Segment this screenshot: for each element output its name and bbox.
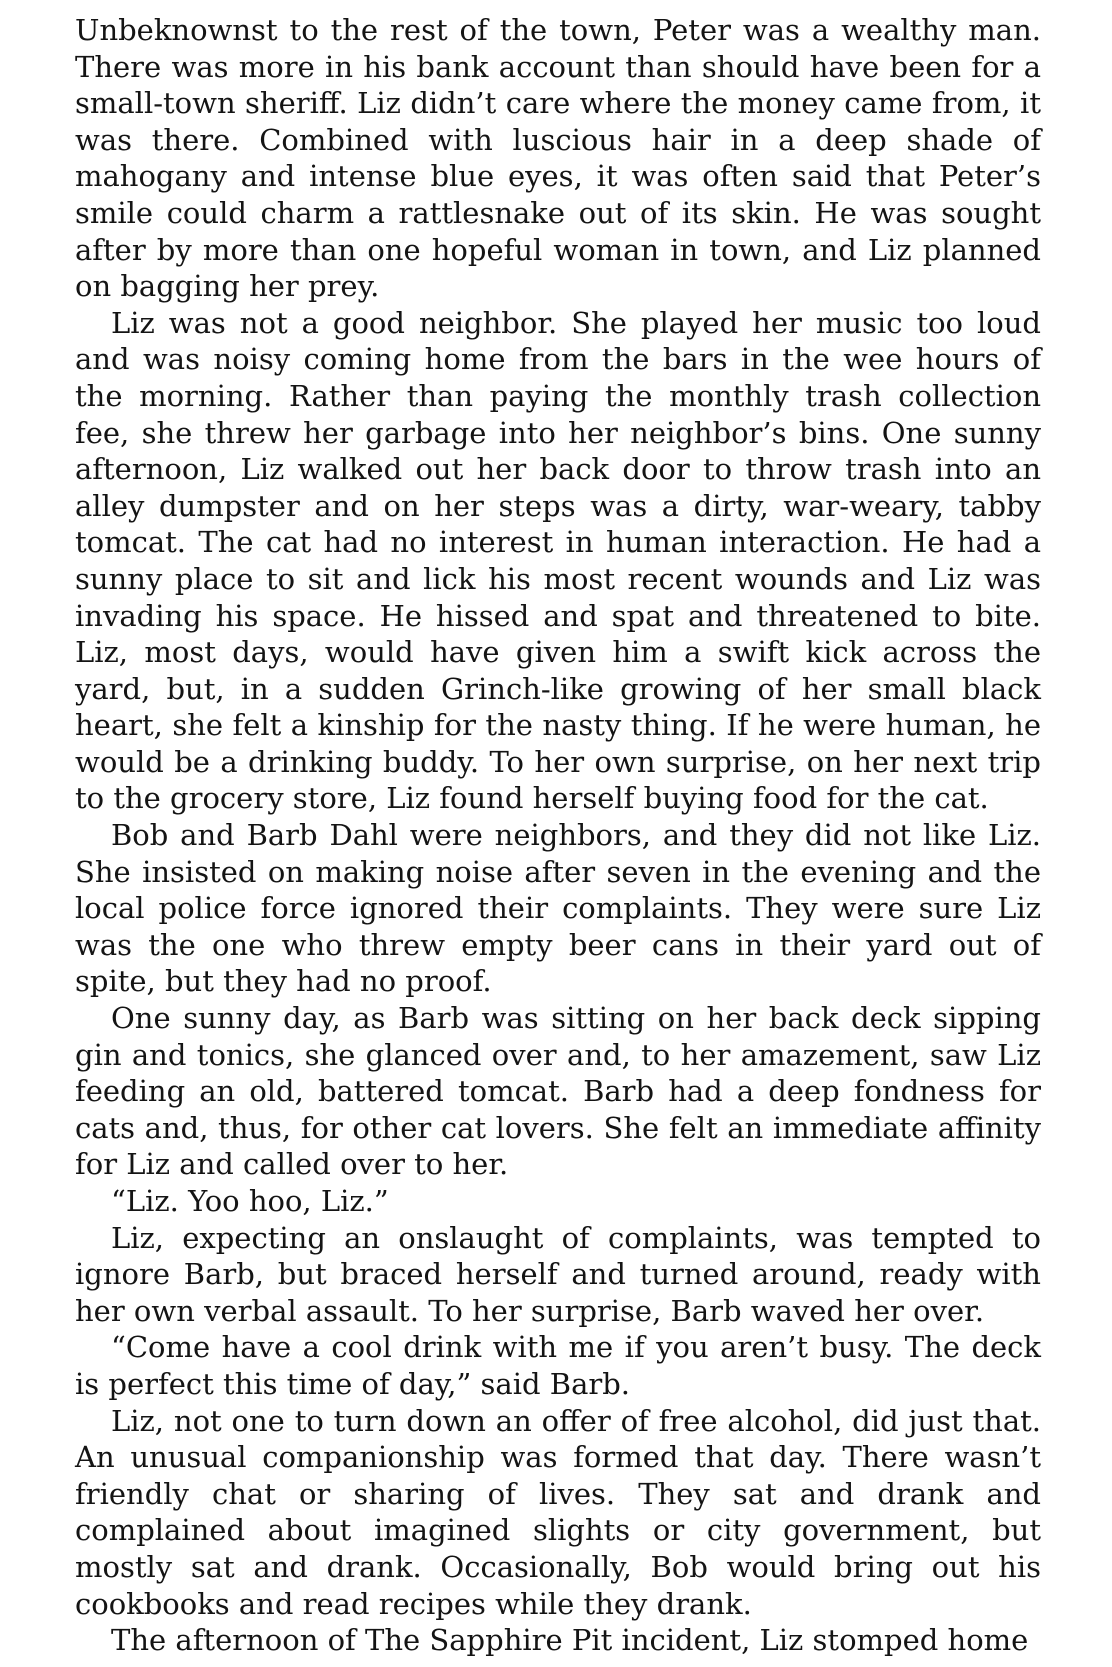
paragraph-liz-braces: Liz, expecting an onslaught of complaints, was tempted to ignore Barb, but braced herself and turned around, ready with her own verbal assault. To her surprise, Barb waved her over. <box>75 1220 1041 1328</box>
paragraph-companionship: Liz, not one to turn down an offer of free alcohol, did just that. An unusual companionship was formed that day. There wasn’t friendly chat or sharing of lives. They sat and drank and complained about imagined slights or city government, but mostly sat and drank. Occasionally, Bob would bring out his cookbooks and read recipes while they drank. <box>75 1403 1041 1621</box>
paragraph-dialogue-yoo-hoo: “Liz. Yoo hoo, Liz.” <box>111 1184 389 1218</box>
paragraph-dahl-neighbors: Bob and Barb Dahl were neighbors, and they did not like Liz. She insisted on making noise after seven in the evening and the local police force ignored their complaints. They were sure Liz was the one who threw empty beer cans in their yard out of spite, but they had no proof. <box>75 818 1041 999</box>
paragraph-sapphire-pit: The afternoon of The Sapphire Pit incident, Liz stomped home <box>111 1623 1029 1658</box>
paragraph-dialogue-cool-drink: “Come have a cool drink with me if you aren’t busy. The deck is perfect this time of day,” said Barb. <box>75 1330 1041 1401</box>
paragraph-peter-wealth: Unbeknownst to the rest of the town, Peter was a wealthy man. There was more in his bank account than should have been for a small-town sheriff. Liz didn’t care where the money came from, it was there. Combined with luscious hair in a deep shade of mahogany and intense blue eyes, it was often said that Peter’s smile could charm a rattlesnake out of its skin. He was sought after by more than one hopeful woman in town, and Liz planned on bagging her prey. <box>75 13 1041 304</box>
paragraph-liz-bad-neighbor: Liz was not a good neighbor. She played her music too loud and was noisy coming home from the bars in the wee hours of the morning. Rather than paying the monthly trash collection fee, she threw her garbage into her neighbor’s bins. One sunny afternoon, Liz walked out her back door to throw trash into an alley dumpster and on her steps was a dirty, war-weary, tabby tomcat. The cat had no interest in human interaction. He had a sunny place to sit and lick his most recent wounds and Liz was invading his space. He hissed and spat and threatened to bite. Liz, most days, would have given him a swift kick across the yard, but, in a sudden Grinch-like growing of her small black heart, she felt a kinship for the nasty thing. If he were human, he would be a drinking buddy. To her own surprise, on her next trip to the grocery store, Liz found herself buying food for the cat. <box>75 305 1041 816</box>
paragraph-barb-deck: One sunny day, as Barb was sitting on her back deck sipping gin and tonics, she glanced over and, to her amazement, saw Liz feeding an old, battered tomcat. Barb had a deep fondness for cats and, thus, for other cat lovers. She felt an immediate affinity for Liz and called over to her. <box>75 1001 1041 1182</box>
book-page <box>75 12 1041 1659</box>
